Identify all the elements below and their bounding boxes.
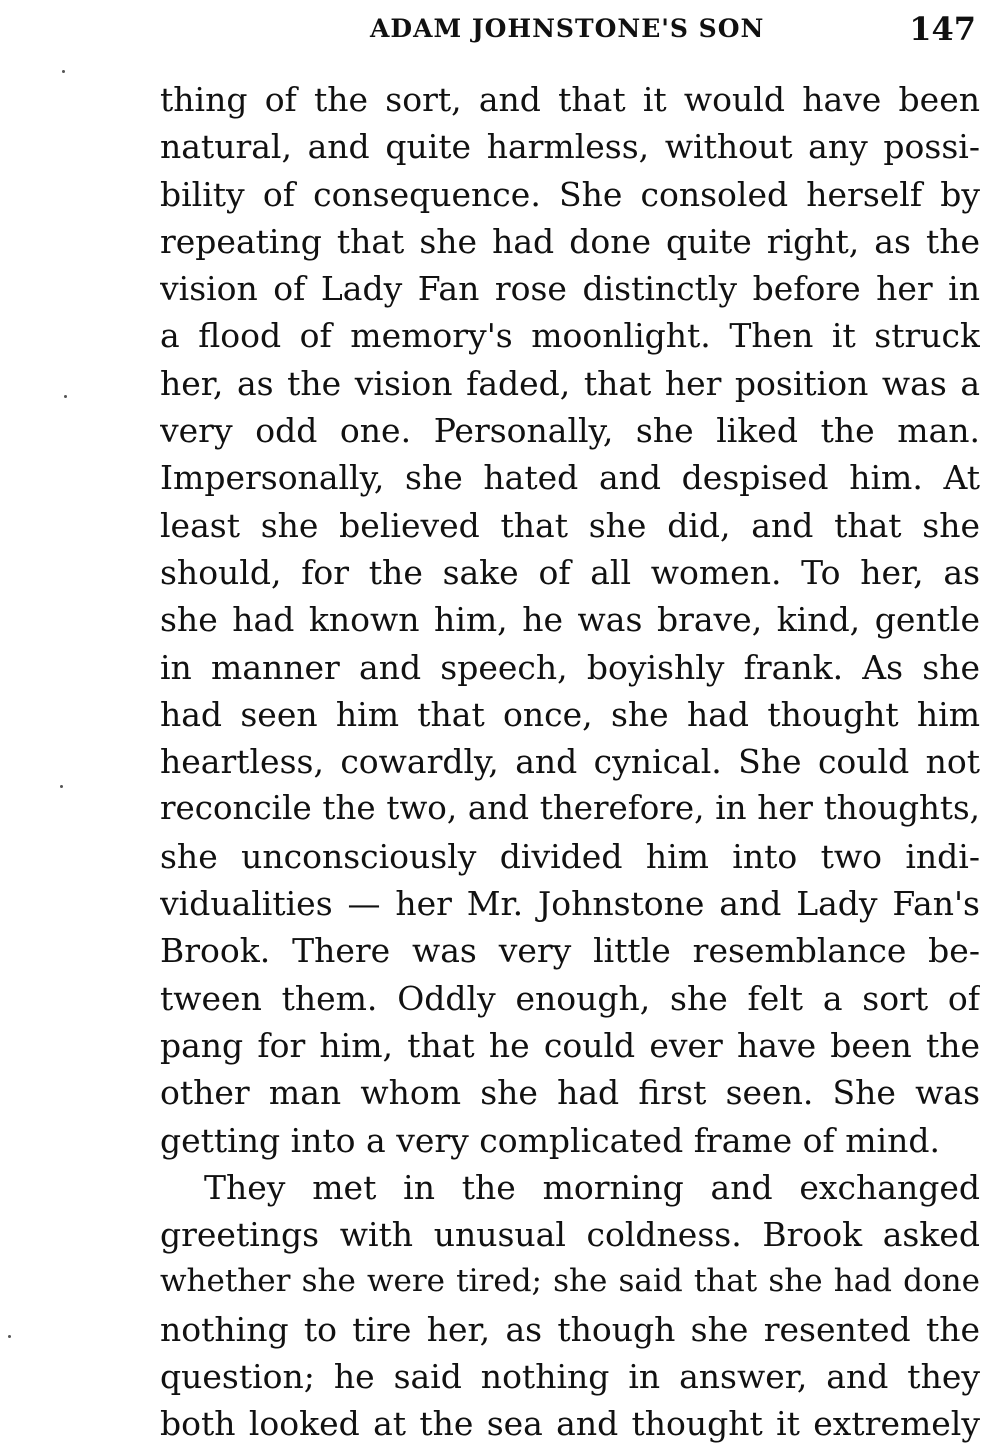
page-number: 147 [909,10,976,48]
text-line: she had known him, he was brave, kind, gentle [160,600,980,640]
running-title: ADAM JOHNSTONE'S SON [370,14,765,43]
text-line: vidualities — her Mr. Johnstone and Lady Fan's [160,884,980,924]
text-line: both looked at the sea and thought it extremely [160,1404,980,1444]
text-line: thing of the sort, and that it would have been [160,80,980,119]
text-line: least she believed that she did, and that she [160,505,980,545]
text-line: Impersonally, she hated and despised him. At [160,458,980,498]
text-line: question; he said nothing in answer, and they [160,1357,980,1397]
scan-speck [64,395,67,398]
text-line: in manner and speech, boyishly frank. As she [160,647,980,687]
text-line: heartless, cowardly, and cynical. She could not [160,742,980,782]
text-line: natural, and quite harmless, without any possi- [160,127,980,167]
text-line: her, as the vision faded, that her position was a [160,363,980,403]
scan-speck [62,70,65,73]
text-line: greetings with unusual coldness. Brook asked [160,1215,980,1255]
text-line: had seen him that once, she had thought him [160,694,980,734]
text-line: Brook. There was very little resemblance be- [160,931,980,971]
body-text [160,76,980,1448]
text-line: a flood of memory's moonlight. Then it struck [160,316,980,356]
text-line: pang for him, that he could ever have been the [160,1025,980,1065]
text-line: should, for the sake of all women. To her, as [160,552,980,592]
text-line: whether she were tired; she said that she had done [160,1263,980,1300]
text-line: bility of consequence. She consoled herself by [160,174,980,214]
text-line: very odd one. Personally, she liked the man. [160,411,980,451]
scan-speck [8,1335,11,1338]
scan-speck [60,785,63,788]
running-head [160,10,980,50]
text-line: vision of Lady Fan rose distinctly before her in [160,269,980,309]
text-line: reconcile the two, and therefore, in her thoughts, [160,789,980,828]
text-line: she unconsciously divided him into two indi- [160,836,980,876]
paragraph-start-line: They met in the morning and exchanged [204,1167,980,1207]
text-line: nothing to tire her, as though she resented the [160,1309,980,1349]
text-line: other man whom she had first seen. She was [160,1073,980,1113]
text-line: repeating that she had done quite right, as the [160,221,980,261]
text-line: tween them. Oddly enough, she felt a sort of [160,978,980,1018]
paragraph-end-line: getting into a very complicated frame of mind. [160,1120,940,1160]
